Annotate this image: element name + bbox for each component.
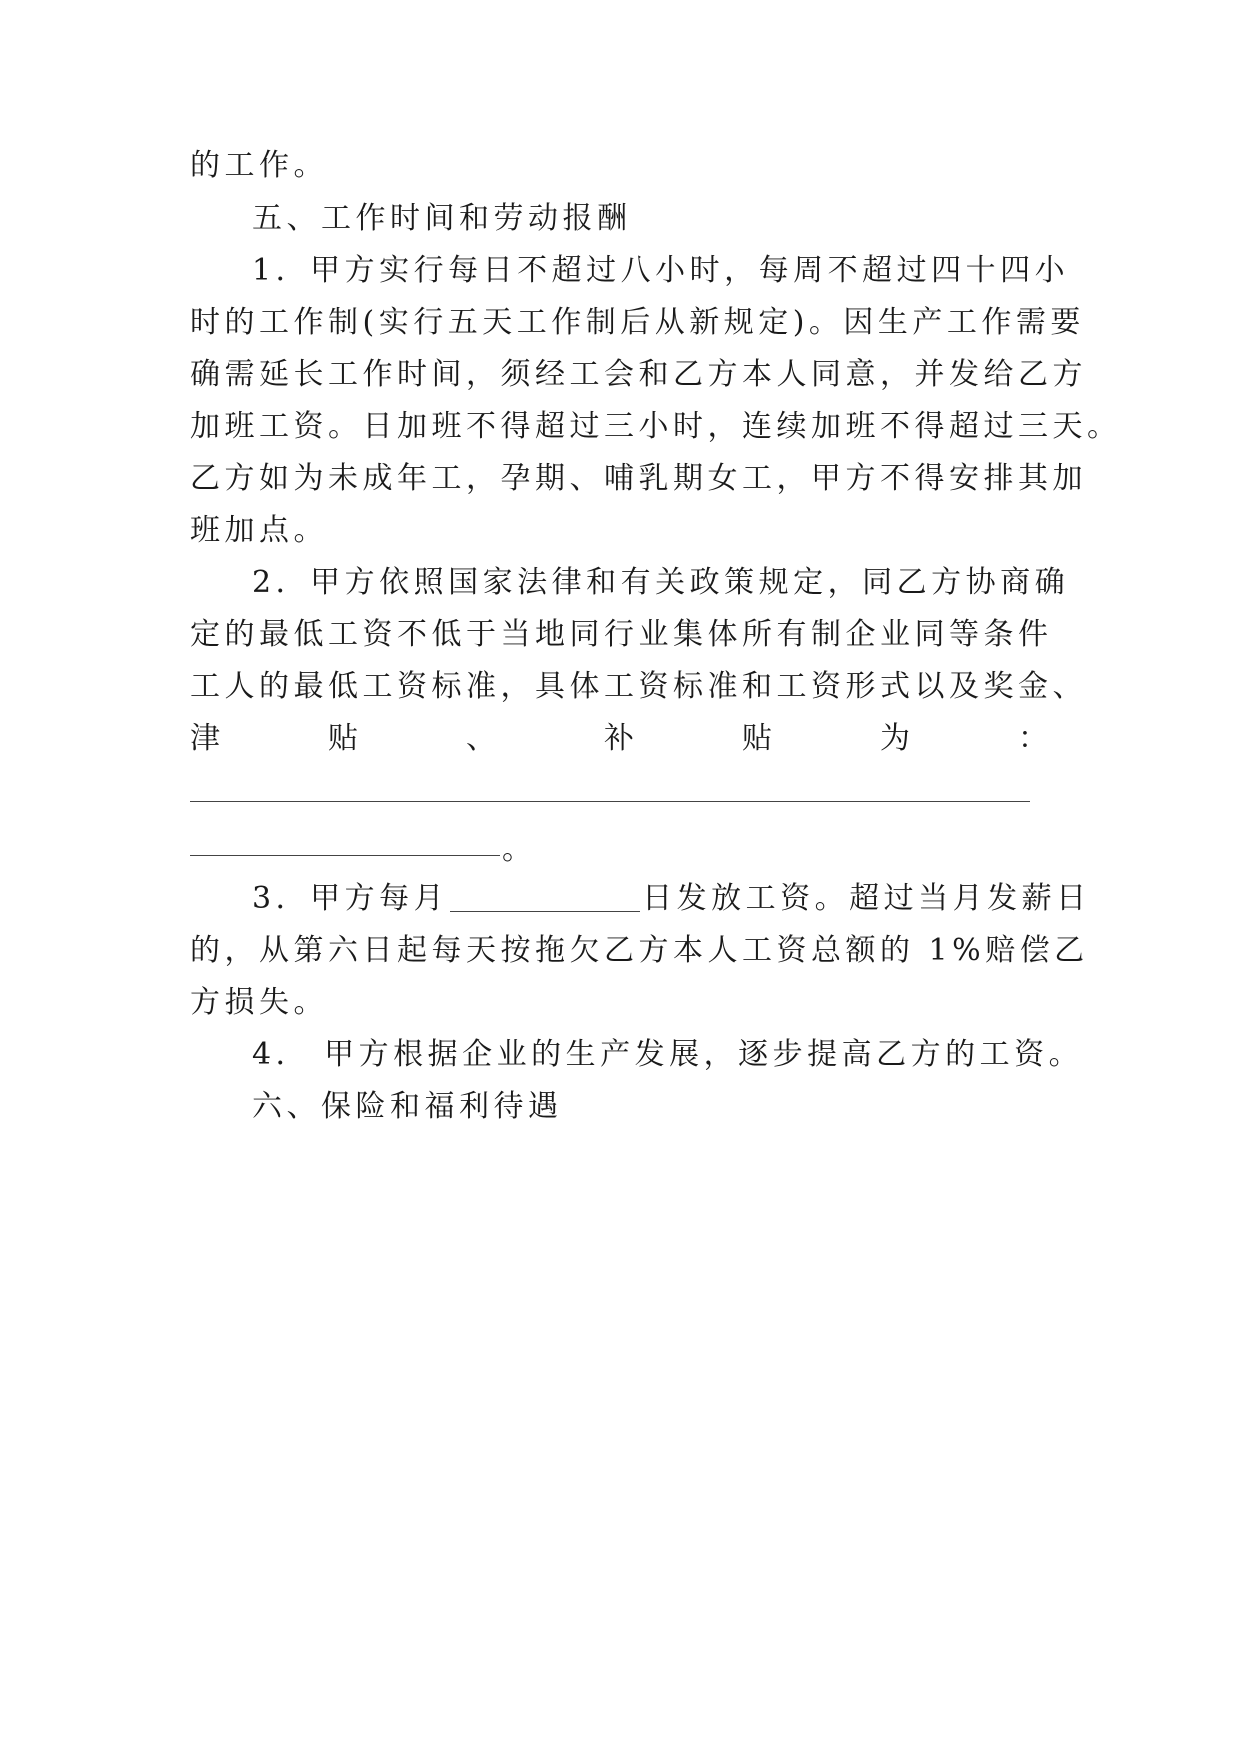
text-line: 定的最低工资不低于当地同行业集体所有制企业同等条件 — [190, 617, 1053, 652]
spread-word: ： — [1018, 721, 1048, 756]
text-line: 工人的最低工资标准，具体工资标准和工资形式以及奖金、 — [190, 669, 1087, 704]
section-heading: 五、工作时间和劳动报酬 — [252, 201, 632, 236]
section-heading: 六、保险和福利待遇 — [252, 1089, 563, 1124]
text-line: 2．甲方依照国家法律和有关政策规定，同乙方协商确 — [252, 565, 1070, 600]
spread-word: 补 — [604, 721, 634, 756]
spread-word: 、 — [466, 721, 496, 756]
text-line: 确需延长工作时间，须经工会和乙方本人同意，并发给乙方 — [190, 357, 1087, 392]
text-line: 加班工资。日加班不得超过三小时，连续加班不得超过三天。 — [190, 409, 1122, 444]
text-line — [252, 879, 1091, 919]
sentence-end-mark: 。 — [502, 832, 537, 867]
text-line: 4． 甲方根据企业的生产发展，逐步提高乙方的工资。 — [252, 1037, 1084, 1072]
text-line: 的，从第六日起每天按拖欠乙方本人工资总额的 1%赔偿乙 — [190, 933, 1089, 968]
item-3-prefix: 3．甲方每月 — [252, 881, 449, 916]
spread-word: 贴 — [742, 721, 772, 756]
text-line: 1．甲方实行每日不超过八小时，每周不超过四十四小 — [252, 253, 1070, 288]
spread-word: 津 — [190, 721, 220, 756]
fill-in-blank — [450, 881, 640, 912]
text-line: 时的工作制(实行五天工作制后从新规定)。因生产工作需要 — [190, 305, 1085, 340]
text-line: 的工作。 — [190, 148, 328, 183]
spread-word: 为 — [880, 721, 910, 756]
text-line: 方损失。 — [190, 985, 328, 1020]
text-line: 乙方如为未成年工，孕期、哺乳期女工，甲方不得安排其加 — [190, 461, 1087, 496]
fill-in-blank-line — [190, 801, 1030, 802]
spread-text-line — [190, 719, 1048, 759]
fill-in-blank-line — [190, 855, 500, 856]
item-3-suffix: 日发放工资。超过当月发薪日 — [642, 881, 1091, 916]
spread-word: 贴 — [328, 721, 358, 756]
text-line: 班加点。 — [190, 513, 328, 548]
